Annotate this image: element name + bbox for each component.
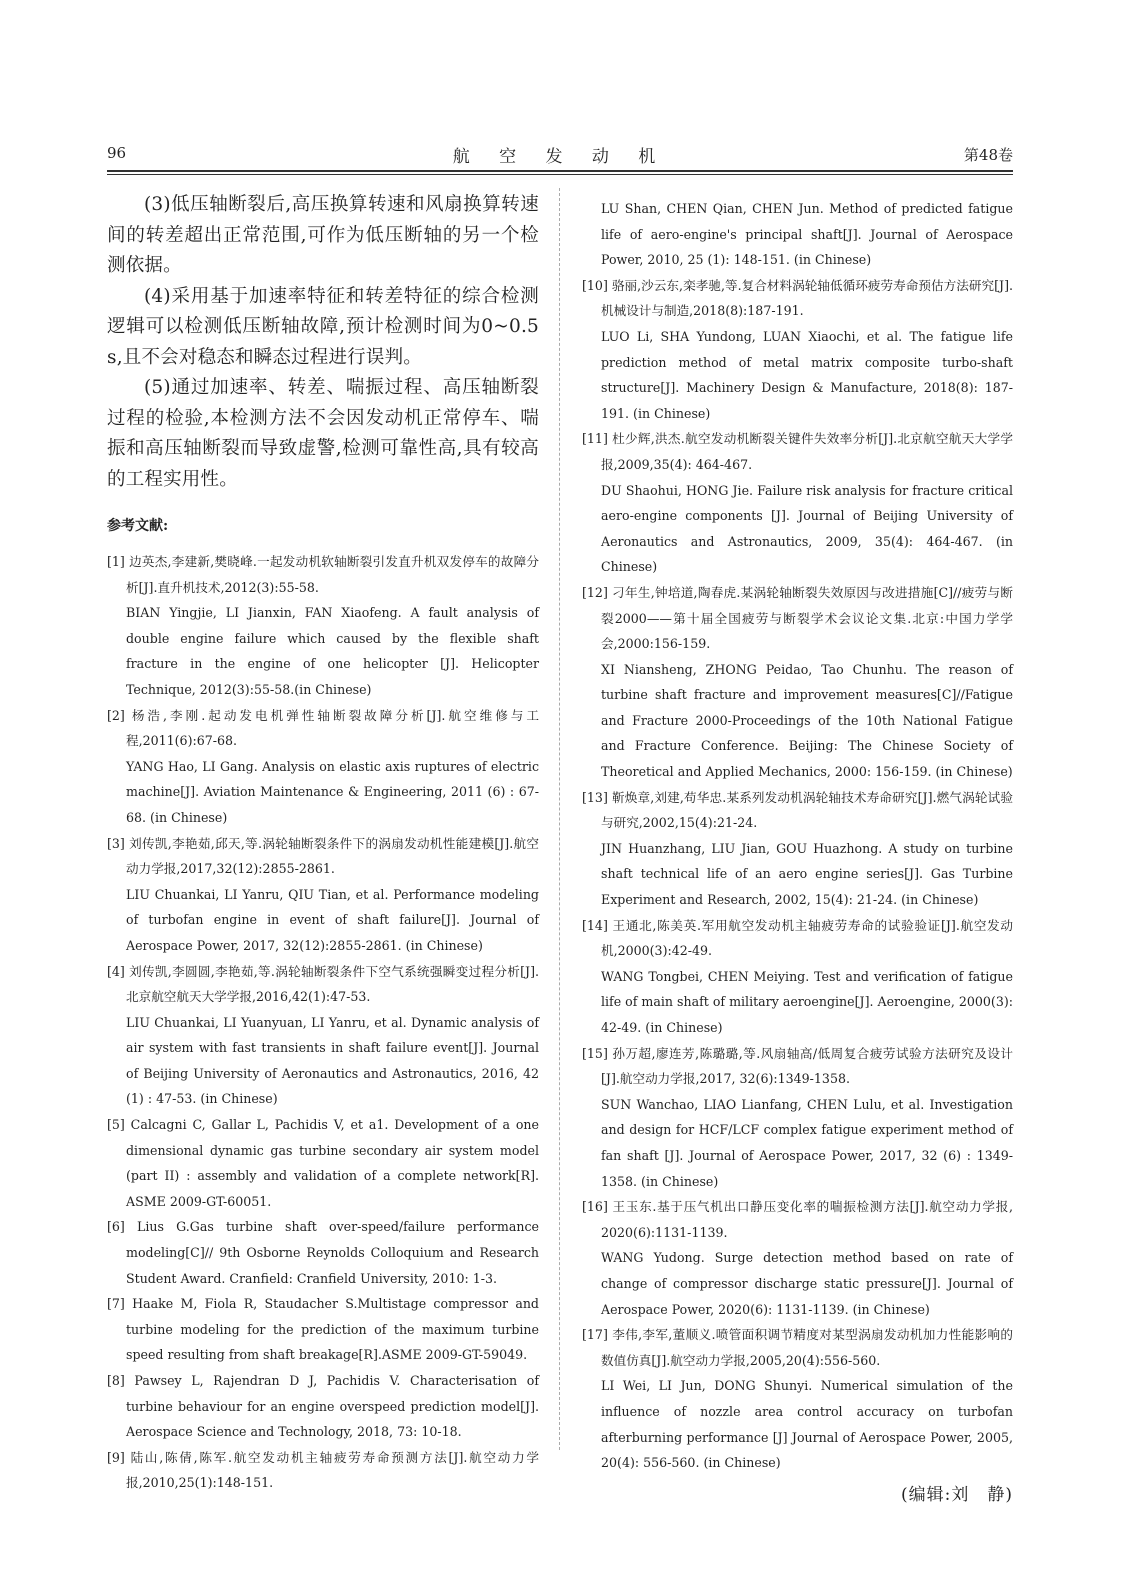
reference-text: [15] 孙万超,廖连芳,陈璐璐,等.风扇轴高/低周复合疲劳试验方法研究及设计[J].航空动力学报,2017, 32(6):1349-1358. xyxy=(582,1045,1013,1087)
reference-text: [3] 刘传凯,李艳茹,邱天,等.涡轮轴断裂条件下的涡扇发动机性能建模[J].航空动力学报,2017,32(12):2855-2861. xyxy=(107,835,539,877)
page-number: 96 xyxy=(107,144,127,162)
reference-text: [8] Pawsey L, Rajendran D J, Pachidis V. Characterisation of turbine behaviour for an engine overspeed prediction model[J]. Aerospace Science and Technology, 2018, 73: 10-18. xyxy=(107,1373,539,1440)
left-column xyxy=(107,190,539,1496)
right-column xyxy=(582,196,1013,1505)
running-header xyxy=(107,142,1013,166)
reference-text: [1] 边英杰,李建新,樊晓峰.一起发动机软轴断裂引发直升机双发停车的故障分析[J].直升机技术,2012(3):55-58. xyxy=(107,554,539,595)
reference-entry xyxy=(582,1322,1013,1476)
reference-entry xyxy=(107,1112,539,1214)
reference-translation: LIU Chuankai, LI Yuanyuan, LI Yanru, et al. Dynamic analysis of air system with fast transients in shaft failure event[J]. Journal of Beijing University of Aeronautics and Astronautics, 2016, 42 (1) : 47-53. (in Chinese) xyxy=(126,1014,539,1107)
header-rule xyxy=(107,170,1013,172)
reference-entry xyxy=(107,549,539,703)
reference-translation: JIN Huanzhang, LIU Jian, GOU Huazhong. A study on turbine shaft technical life of an aero engine series[J]. Gas Turbine Experiment and Research, 2002, 15(4): 21-24. (in Chinese) xyxy=(601,840,1013,908)
reference-entry xyxy=(107,959,539,1113)
reference-text: [6] Lius G.Gas turbine shaft over-speed/failure performance modeling[C]// 9th Osborne Reynolds Colloquium and Research Student Award. Cranfield: Cranfield University, 2010: 1-3. xyxy=(107,1219,539,1286)
reference-translation: WANG Tongbei, CHEN Meiying. Test and verification of fatigue life of main shaft of military aeroengine[J]. Aeroengine, 2000(3): 42-49. (in Chinese) xyxy=(601,968,1013,1035)
reference-entry xyxy=(582,1194,1013,1322)
reference-text: [13] 靳焕章,刘建,苟华忠.某系列发动机涡轮轴技术寿命研究[J].燃气涡轮试验与研究,2002,15(4):21-24. xyxy=(582,789,1013,831)
reference-entry xyxy=(582,580,1013,785)
reference-translation: XI Niansheng, ZHONG Peidao, Tao Chunhu. The reason of turbine shaft fracture and improvement measures[C]//Fatigue and Fracture 2000-Proceedings of the 10th National Fatigue and Fracture Conference. Beijing: The Chinese Society of Theoretical and Applied Mechanics, 2000: 156-159. (in Chinese) xyxy=(601,661,1013,780)
reference-text: [12] 刁年生,钟培道,陶春虎.某涡轮轴断裂失效原因与改进措施[C]//疲劳与断裂2000——第十届全国疲劳与断裂学术会议论文集.北京:中国力学学会,2000:156-159. xyxy=(582,584,1013,652)
reference-translation: WANG Yudong. Surge detection method based on rate of change of compressor discharge static pressure[J]. Journal of Aerospace Power, 2020(6): 1131-1139. (in Chinese) xyxy=(601,1250,1013,1317)
reference-entry xyxy=(107,1291,539,1368)
reference-text: [7] Haake M, Fiola R, Staudacher S.Multistage compressor and turbine modeling for the prediction of the maximum turbine speed resulting from shaft breakage[R].ASME 2009-GT-59049. xyxy=(107,1296,539,1363)
reference-translation: BIAN Yingjie, LI Jianxin, FAN Xiaofeng. A fault analysis of double engine failure which caused by the flexible shaft fracture in the engine of one helicopter [J]. Helicopter Technique, 2012(3):55-58.(in Chinese) xyxy=(126,605,539,697)
reference-text: [2] 杨浩,李刚.起动发电机弹性轴断裂故障分析[J].航空维修与工程,2011(6):67-68. xyxy=(107,707,539,749)
column-divider xyxy=(559,188,560,1450)
reference-text: [5] Calcagni C, Gallar L, Pachidis V, et a1. Development of a one dimensional dynamic gas turbine secondary air system model (part II) : assembly and validation of a complete network[R]. ASME 2009-GT-60051. xyxy=(107,1117,539,1209)
conclusion-paragraph: (4)采用基于加速率特征和转差特征的综合检测逻辑可以检测低压断轴故障,预计检测时间为0~0.5 s,且不会对稳态和瞬态过程进行误判。 xyxy=(107,285,539,368)
reference-translation: DU Shaohui, HONG Jie. Failure risk analysis for fracture critical aero-engine components [J]. Journal of Beijing University of Aeronautics and Astronautics, 2009, 35(4): 464-467. (in Chinese) xyxy=(601,482,1013,575)
reference-list-right xyxy=(582,273,1013,1476)
reference-list-left xyxy=(107,549,539,1496)
reference-translation: LIU Chuankai, LI Yanru, QIU Tian, et al. Performance modeling of turbofan engine in event of shaft failure[J]. Journal of Aerospace Power, 2017, 32(12):2855-2861. (in Chinese) xyxy=(126,886,539,953)
reference-continuation: LU Shan, CHEN Qian, CHEN Jun. Method of predicted fatigue life of aero-engine's principal shaft[J]. Journal of Aerospace Power, 2010, 25 (1): 148-151. (in Chinese) xyxy=(601,201,1013,268)
reference-entry xyxy=(582,785,1013,913)
reference-text: [10] 骆丽,沙云东,栾孝驰,等.复合材料涡轮轴低循环疲劳寿命预估方法研究[J].机械设计与制造,2018(8):187-191. xyxy=(582,277,1013,319)
reference-entry xyxy=(582,913,1013,1041)
reference-entry xyxy=(582,426,1013,580)
header-rule-thin xyxy=(107,174,1013,175)
references-heading: 参考文献: xyxy=(107,518,169,534)
reference-text: [4] 刘传凯,李圆圆,李艳茹,等.涡轮轴断裂条件下空气系统强瞬变过程分析[J].北京航空航天大学学报,2016,42(1):47-53. xyxy=(107,963,539,1005)
conclusion-paragraph: (3)低压轴断裂后,高压换算转速和风扇换算转速间的转差超出正常范围,可作为低压断轴的另一个检测依据。 xyxy=(107,194,539,276)
reference-text: [17] 李伟,李军,董顺义.喷管面积调节精度对某型涡扇发动机加力性能影响的数值仿真[J].航空动力学报,2005,20(4):556-560. xyxy=(582,1327,1013,1368)
reference-text: [14] 王通北,陈美英.军用航空发动机主轴疲劳寿命的试验验证[J].航空发动机,2000(3):42-49. xyxy=(582,917,1013,959)
reference-text: [16] 王玉东.基于压气机出口静压变化率的喘振检测方法[J].航空动力学报, 2020(6):1131-1139. xyxy=(582,1199,1013,1240)
reference-translation: LI Wei, LI Jun, DONG Shunyi. Numerical simulation of the influence of nozzle area control accuracy on turbofan afterburning performance [J] Journal of Aerospace Power, 2005, 20(4): 556-560. (in Chinese) xyxy=(601,1378,1013,1471)
reference-entry xyxy=(107,1445,539,1496)
conclusion-paragraph: (5)通过加速率、转差、喘振过程、高压轴断裂过程的检验,本检测方法不会因发动机正常停车、喘振和高压轴断裂而导致虚警,检测可靠性高,具有较高的工程实用性。 xyxy=(107,377,539,490)
reference-entry xyxy=(107,1214,539,1291)
reference-entry xyxy=(107,831,539,959)
journal-title: 航 空 发 动 机 xyxy=(452,147,668,167)
reference-entry xyxy=(582,273,1013,427)
reference-text: [11] 杜少辉,洪杰.航空发动机断裂关键件失效率分析[J].北京航空航天大学学报,2009,35(4): 464-467. xyxy=(582,431,1013,472)
reference-translation: LUO Li, SHA Yundong, LUAN Xiaochi, et al. The fatigue life prediction method of metal matrix composite turbo-shaft structure[J]. Machinery Design & Manufacture, 2018(8): 187-191. (in Chinese) xyxy=(601,328,1013,421)
editor-credit: (编辑:刘 静) xyxy=(901,1484,1013,1505)
reference-text: [9] 陆山,陈倩,陈军.航空发动机主轴疲劳寿命预测方法[J].航空动力学报,2010,25(1):148-151. xyxy=(107,1449,539,1491)
reference-entry xyxy=(107,703,539,831)
reference-translation: YANG Hao, LI Gang. Analysis on elastic axis ruptures of electric machine[J]. Aviation Maintenance & Engineering, 2011 (6) : 67-68. (in Chinese) xyxy=(126,758,539,825)
reference-translation: SUN Wanchao, LIAO Lianfang, CHEN Lulu, et al. Investigation and design for HCF/LCF complex fatigue experiment method of fan shaft [J]. Journal of Aerospace Power, 2017, 32 (6) : 1349-1358. (in Chinese) xyxy=(601,1096,1013,1189)
volume-label: 第48卷 xyxy=(963,146,1013,164)
reference-entry xyxy=(107,1368,539,1445)
reference-entry xyxy=(582,1041,1013,1195)
